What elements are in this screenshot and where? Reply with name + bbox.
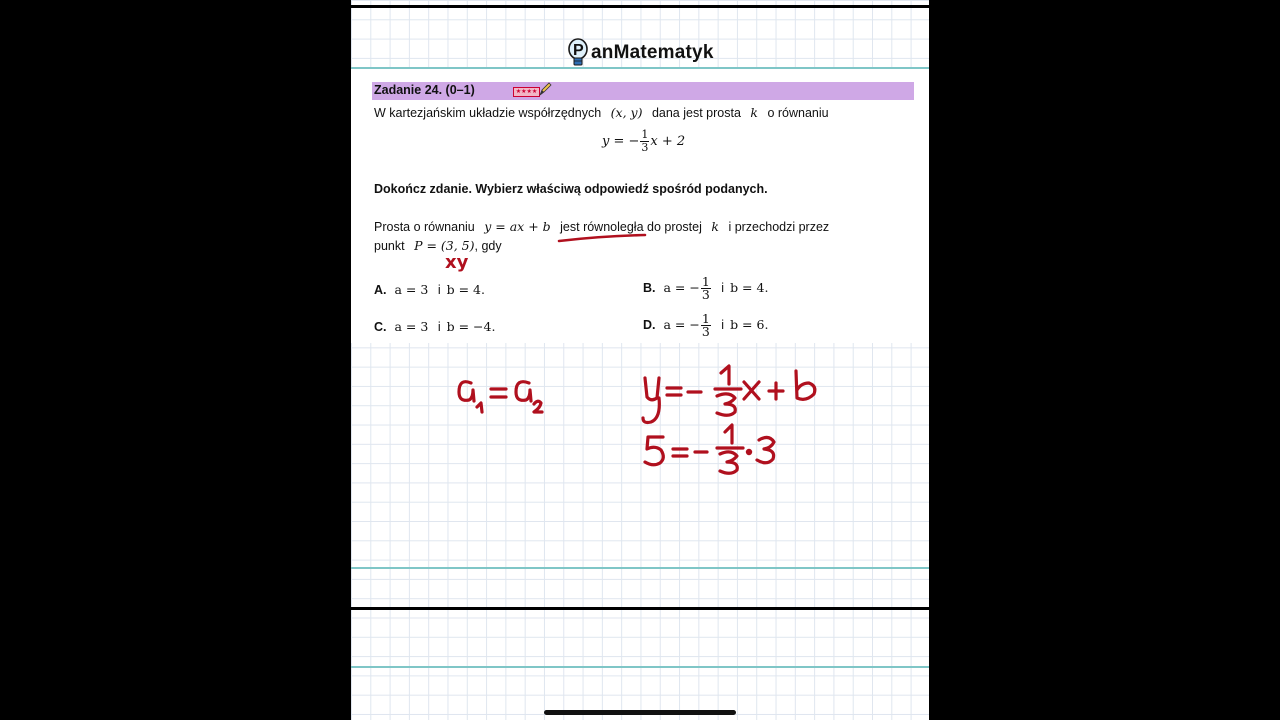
task-intro: W kartezjańskim układzie współrzędnych (x, y) dana jest prosta k o równaniu bbox=[374, 105, 829, 120]
home-indicator[interactable] bbox=[544, 710, 736, 715]
note-a1-equals-a2 bbox=[459, 382, 542, 412]
xy-annotation: xy bbox=[445, 252, 469, 273]
teal-rule bbox=[351, 567, 929, 569]
note-line-equation bbox=[643, 366, 815, 423]
question-stem-line2: punkt P = (3, 5), gdy bbox=[374, 238, 502, 253]
svg-text:P: P bbox=[573, 42, 584, 59]
task-title: Zadanie 24. (0–1) bbox=[374, 83, 475, 97]
note-substitution bbox=[645, 425, 774, 473]
teal-rule bbox=[351, 666, 929, 668]
underline-stroke bbox=[559, 235, 645, 241]
option-a[interactable]: A. a = 3 i b = 4. bbox=[374, 282, 485, 297]
question-stem-line1: Prosta o równaniu y = ax + b jest równoległa do prostej k i przechodzi przez bbox=[374, 219, 830, 234]
logo-text: anMatematyk bbox=[591, 42, 714, 63]
line-equation: y = − $\frac{1}{3}$ x + 2 bbox=[602, 128, 686, 154]
option-d[interactable]: D. a = − $\frac{1}{3}$ i b = 6. bbox=[643, 311, 769, 339]
page-divider bbox=[351, 607, 929, 610]
difficulty-badge: ★★★★ bbox=[513, 87, 540, 97]
option-b[interactable]: B. a = − $\frac{1}{3}$ i b = 4. bbox=[643, 274, 769, 302]
handwriting-layer bbox=[351, 0, 929, 720]
option-c[interactable]: C. a = 3 i b = −4. bbox=[374, 319, 496, 334]
document-page bbox=[351, 0, 929, 720]
instruction: Dokończ zdanie. Wybierz właściwą odpowiedź spośród podanych. bbox=[374, 182, 768, 196]
